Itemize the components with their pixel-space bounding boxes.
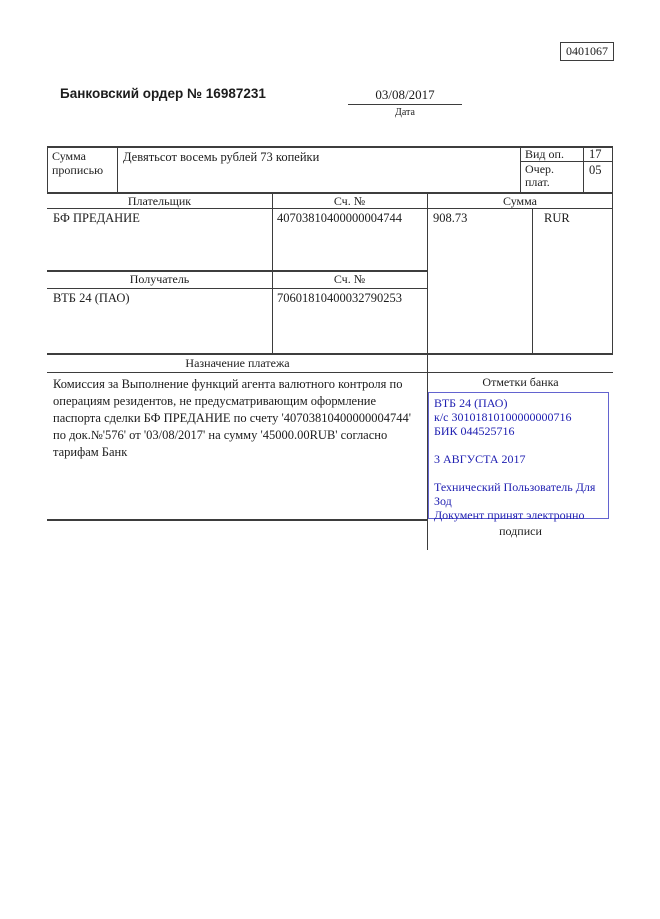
stamp-date: 3 АВГУСТА 2017 <box>434 452 526 466</box>
amount-words-value: Девятьсот восемь рублей 73 копейки <box>123 150 320 164</box>
stamp-bik: БИК 044525716 <box>434 424 515 438</box>
date-value: 03/08/2017 <box>375 87 435 102</box>
stamp-user: Технический Пользователь Для Зод <box>434 480 596 508</box>
row1-left-border <box>47 146 48 194</box>
order-form-table <box>47 146 613 551</box>
purpose-label: Назначение платежа <box>185 356 290 370</box>
amount-value: 908.73 <box>433 211 468 225</box>
date-underline <box>348 104 462 105</box>
stamp-spacer <box>434 438 603 452</box>
table-right-border <box>612 146 613 355</box>
receiver-header-underline <box>47 288 428 289</box>
amount-column-label: Сумма <box>503 194 537 208</box>
op-type-value: 17 <box>589 147 602 161</box>
form-code: 0401067 <box>566 44 608 58</box>
signatures-label: подписи <box>499 524 542 538</box>
amount-words-label: Сумма прописью <box>52 149 104 177</box>
date-label: Дата <box>395 107 415 118</box>
amount-words-divider <box>117 146 118 194</box>
receiver-account: 70601810400032790253 <box>277 291 402 305</box>
purpose-bottom-border <box>47 519 428 521</box>
stamp-bank-name: ВТБ 24 (ПАО) <box>434 396 508 410</box>
amount-currency-divider <box>532 208 533 355</box>
stamp-spacer <box>434 466 603 480</box>
op-type-left-divider <box>520 146 521 194</box>
priority-label: Очер. плат. <box>525 162 555 189</box>
stamp-status: Документ принят электронно <box>434 508 585 522</box>
receiver-label: Получатель <box>129 272 190 286</box>
document-title: Банковский ордер № 16987231 <box>60 86 266 101</box>
priority-value: 05 <box>589 163 602 177</box>
receiver-name: ВТБ 24 (ПАО) <box>53 291 130 305</box>
op-type-value-divider <box>583 146 584 194</box>
receiver-account-label: Сч. № <box>333 272 366 286</box>
payer-account: 40703810400000004744 <box>277 211 402 225</box>
purpose-header-underline <box>47 372 613 373</box>
bank-stamp <box>428 392 609 522</box>
form-code-box <box>560 42 614 61</box>
payer-account-label: Сч. № <box>333 194 366 208</box>
stamp-corr-account: к/с 30101810100000000716 <box>434 410 572 424</box>
op-type-label: Вид оп. <box>525 147 564 161</box>
payer-name: БФ ПРЕДАНИЕ <box>53 211 140 225</box>
payer-label: Плательщик <box>127 194 192 208</box>
amount-currency: RUR <box>544 211 570 225</box>
purpose-top-border <box>47 353 613 355</box>
bank-marks-label: Отметки банка <box>482 375 559 389</box>
purpose-text: Комиссия за Выполнение функций агента валютного контроля по операциям резидентов, не предусматривающим оформление паспорта сделки БФ ПРЕДАНИЕ по счету '40703810400000004744' по док.№'576' от '03/08/2017' на сумму '45000.00RUB' согласно тарифам Банк <box>53 377 412 459</box>
